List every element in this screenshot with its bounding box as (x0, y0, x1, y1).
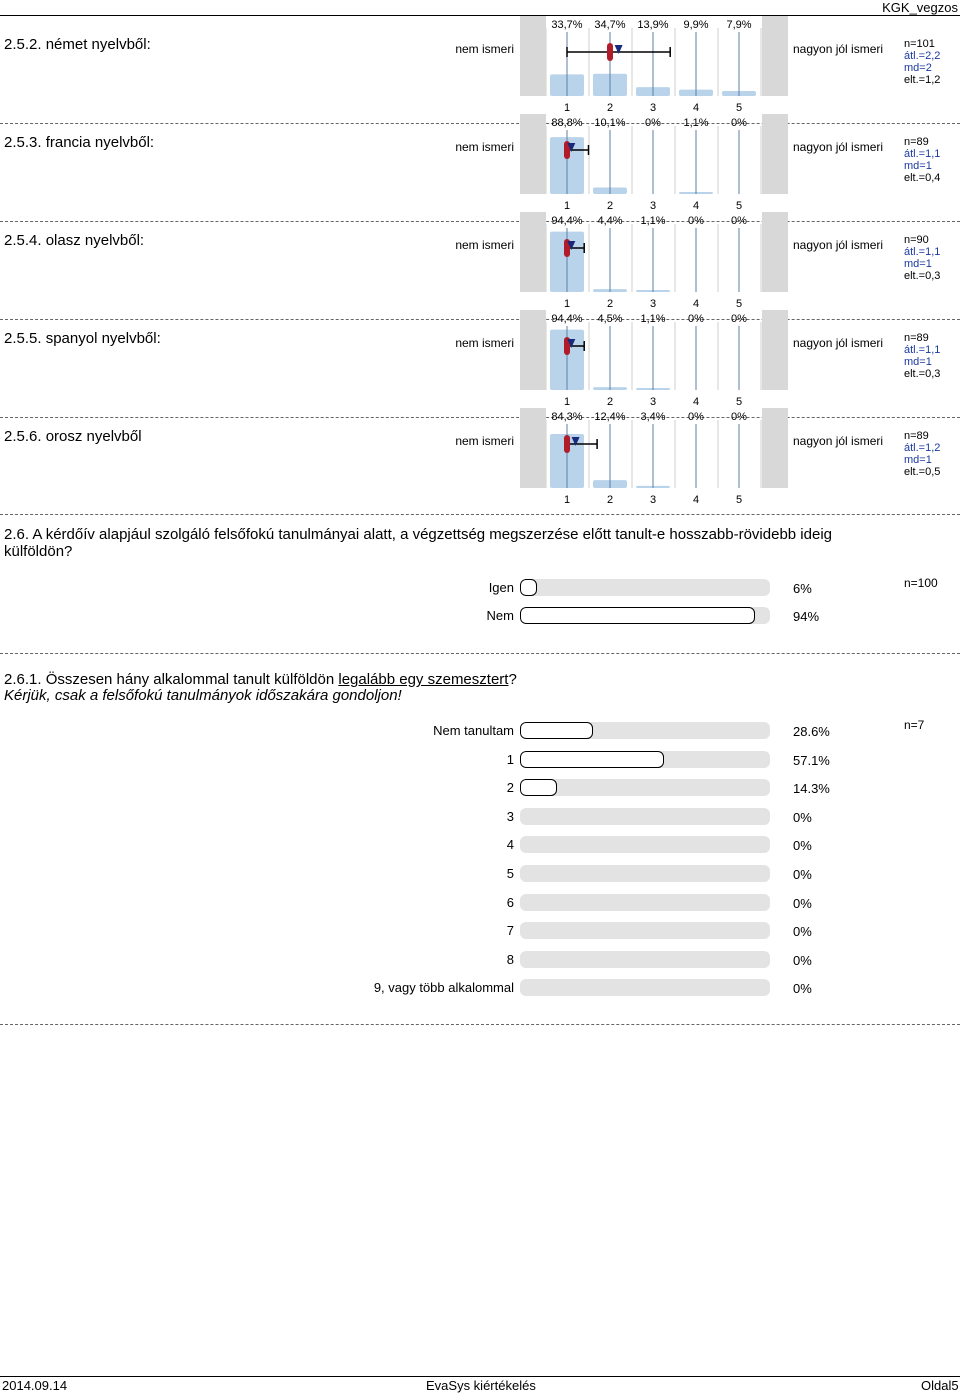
option-label: 3 (506, 809, 514, 824)
option-bar (520, 751, 770, 768)
distribution-chart (546, 408, 762, 508)
percent-label: 0% (645, 117, 661, 129)
distribution-chart (546, 16, 762, 116)
option-bar (520, 951, 770, 968)
question-title (4, 671, 517, 688)
stats-box (904, 136, 940, 184)
stats-box (904, 430, 940, 478)
option-value: 14.3% (793, 781, 830, 796)
n-count: n=7 (904, 718, 925, 732)
option-bar-fill (520, 722, 593, 739)
option-bar-fill (520, 751, 664, 768)
left-pole-box (520, 310, 546, 390)
mean-value: átl.=1,1 (904, 344, 941, 356)
mean-value: átl.=1,2 (904, 442, 941, 454)
sd-value: elt.=0,5 (904, 466, 941, 478)
option-label: 8 (506, 952, 514, 967)
percent-label: 0% (688, 215, 704, 227)
median-value: md=1 (904, 160, 932, 172)
tick-label: 2 (606, 200, 614, 212)
left-pole-box (520, 408, 546, 488)
distribution-chart (546, 212, 762, 312)
percent-label: 9,9% (683, 19, 709, 31)
median-value: md=1 (904, 258, 932, 270)
option-value: 6% (793, 581, 812, 596)
percent-label: 13,9% (637, 19, 669, 31)
right-pole-box (762, 114, 788, 194)
left-pole-label: nem ismeri (455, 238, 514, 252)
option-bar (520, 922, 770, 939)
percent-label: 3,4% (640, 411, 666, 423)
tick-label: 2 (606, 494, 614, 506)
section-divider (0, 653, 960, 654)
option-label: 9, vagy több alkalommal (373, 980, 514, 995)
percent-label: 94,4% (551, 215, 583, 227)
option-label: 2 (506, 780, 514, 795)
n-count: n=89 (904, 430, 929, 442)
footer-center: EvaSys kiértékelés (426, 1378, 536, 1393)
percent-label: 0% (731, 313, 747, 325)
percent-label: 4,5% (597, 313, 623, 325)
mean-value: átl.=1,1 (904, 246, 941, 258)
title-underlined: legalább egy szemesztert (338, 671, 509, 688)
question-title: 2.5.6. orosz nyelvből (4, 428, 142, 445)
median-value: md=1 (904, 454, 932, 466)
sd-value: elt.=1,2 (904, 74, 941, 86)
tick-label: 1 (563, 200, 571, 212)
option-bar (520, 979, 770, 996)
right-pole-label: nagyon jól ismeri (793, 336, 884, 350)
percent-label: 7,9% (726, 19, 752, 31)
question-title: 2.5.2. német nyelvből: (4, 36, 151, 53)
sd-value: elt.=0,4 (904, 172, 941, 184)
tick-label: 3 (649, 298, 657, 310)
option-label: Nem tanultam (433, 723, 514, 738)
question-title: 2.5.3. francia nyelvből: (4, 134, 155, 151)
percent-label: 10,1% (594, 117, 626, 129)
n-count: n=100 (904, 576, 938, 590)
option-bar (520, 579, 770, 596)
stats-box (904, 332, 940, 380)
percent-label: 1,1% (640, 215, 666, 227)
sd-value: elt.=0,3 (904, 270, 941, 282)
sd-value: elt.=0,3 (904, 368, 941, 380)
median-marker (564, 435, 570, 453)
tick-label: 5 (735, 298, 743, 310)
option-label: 7 (506, 923, 514, 938)
option-value: 0% (793, 810, 812, 825)
question-title: 2.6. A kérdőív alapjául szolgáló felsőfokú tanulmányai alatt, a végzettség megszerzése előtt tanult-e hosszabb-rövidebb ideig külföldön? (4, 526, 832, 560)
tick-label: 4 (692, 396, 700, 408)
section-divider (0, 1024, 960, 1025)
right-pole-box (762, 408, 788, 488)
question-subtitle: Kérjük, csak a felsőfokú tanulmányok időszakára gondoljon! (4, 687, 402, 704)
option-value: 94% (793, 609, 820, 624)
tick-label: 3 (649, 396, 657, 408)
option-label: Igen (488, 580, 514, 595)
option-bar-fill (520, 579, 537, 596)
option-value: 57.1% (793, 753, 830, 768)
option-bar (520, 779, 770, 796)
option-value: 0% (793, 953, 812, 968)
tick-label: 2 (606, 102, 614, 114)
tick-label: 1 (563, 494, 571, 506)
tick-label: 5 (735, 494, 743, 506)
tick-label: 5 (735, 200, 743, 212)
tick-label: 5 (735, 396, 743, 408)
option-label: 5 (506, 866, 514, 881)
percent-label: 1,1% (640, 313, 666, 325)
tick-label: 3 (649, 494, 657, 506)
percent-label: 1,1% (683, 117, 709, 129)
percent-label: 0% (731, 411, 747, 423)
option-bar-fill (520, 607, 755, 624)
tick-label: 1 (563, 298, 571, 310)
percent-label: 94,4% (551, 313, 583, 325)
option-value: 28.6% (793, 724, 830, 739)
median-value: md=2 (904, 62, 932, 74)
percent-label: 0% (688, 313, 704, 325)
tick-label: 4 (692, 298, 700, 310)
option-label: 6 (506, 895, 514, 910)
mean-value: átl.=1,1 (904, 148, 941, 160)
section-divider (0, 123, 960, 124)
median-marker (607, 43, 613, 61)
option-bar (520, 865, 770, 882)
tick-label: 1 (563, 102, 571, 114)
right-pole-label: nagyon jól ismeri (793, 42, 884, 56)
tick-label: 2 (606, 396, 614, 408)
tick-label: 3 (649, 102, 657, 114)
right-pole-label: nagyon jól ismeri (793, 238, 884, 252)
percent-label: 0% (688, 411, 704, 423)
footer-page: Oldal5 (921, 1378, 959, 1393)
n-count: n=101 (904, 38, 935, 50)
tick-label: 4 (692, 494, 700, 506)
tick-label: 1 (563, 396, 571, 408)
mean-value: átl.=2,2 (904, 50, 941, 62)
option-label: 4 (506, 837, 514, 852)
title-text: 2.6.1. Összesen hány alkalommal tanult külföldön (4, 671, 339, 688)
title-end: ? (508, 671, 517, 688)
section-divider (0, 319, 960, 320)
n-count: n=89 (904, 332, 929, 344)
option-value: 0% (793, 867, 812, 882)
option-bar (520, 808, 770, 825)
section-divider (0, 221, 960, 222)
section-divider (0, 417, 960, 418)
option-value: 0% (793, 924, 812, 939)
right-pole-box (762, 310, 788, 390)
option-value: 0% (793, 838, 812, 853)
right-pole-box (762, 16, 788, 96)
option-label: 1 (506, 752, 514, 767)
tick-label: 4 (692, 200, 700, 212)
question-title: 2.5.4. olasz nyelvből: (4, 232, 145, 249)
option-bar (520, 894, 770, 911)
distribution-chart (546, 310, 762, 410)
option-value: 0% (793, 896, 812, 911)
left-pole-box (520, 114, 546, 194)
left-pole-box (520, 212, 546, 292)
option-bar (520, 607, 770, 624)
right-pole-label: nagyon jól ismeri (793, 140, 884, 154)
option-bar (520, 722, 770, 739)
header-title: KGK_vegzos (882, 0, 958, 15)
percent-label: 34,7% (594, 19, 626, 31)
percent-label: 0% (731, 117, 747, 129)
left-pole-label: nem ismeri (455, 336, 514, 350)
n-count: n=89 (904, 136, 929, 148)
left-pole-label: nem ismeri (455, 42, 514, 56)
right-pole-box (762, 212, 788, 292)
option-label: Nem (486, 608, 514, 623)
tick-label: 2 (606, 298, 614, 310)
percent-label: 88,8% (551, 117, 583, 129)
tick-label: 4 (692, 102, 700, 114)
percent-label: 4,4% (597, 215, 623, 227)
median-value: md=1 (904, 356, 932, 368)
footer-date: 2014.09.14 (2, 1378, 68, 1393)
stats-box (904, 38, 940, 86)
n-count: n=90 (904, 234, 929, 246)
section-divider (0, 514, 960, 515)
left-pole-box (520, 16, 546, 96)
option-value: 0% (793, 981, 812, 996)
tick-label: 5 (735, 102, 743, 114)
right-pole-label: nagyon jól ismeri (793, 434, 884, 448)
percent-label: 33,7% (551, 19, 583, 31)
percent-label: 12,4% (594, 411, 626, 423)
option-bar-fill (520, 779, 557, 796)
percent-label: 84,3% (551, 411, 583, 423)
percent-label: 0% (731, 215, 747, 227)
header-rule (0, 15, 960, 16)
left-pole-label: nem ismeri (455, 140, 514, 154)
distribution-chart (546, 114, 762, 214)
tick-label: 3 (649, 200, 657, 212)
question-title: 2.5.5. spanyol nyelvből: (4, 330, 161, 347)
left-pole-label: nem ismeri (455, 434, 514, 448)
option-bar (520, 836, 770, 853)
stats-box (904, 234, 940, 282)
footer-rule (0, 1376, 960, 1377)
